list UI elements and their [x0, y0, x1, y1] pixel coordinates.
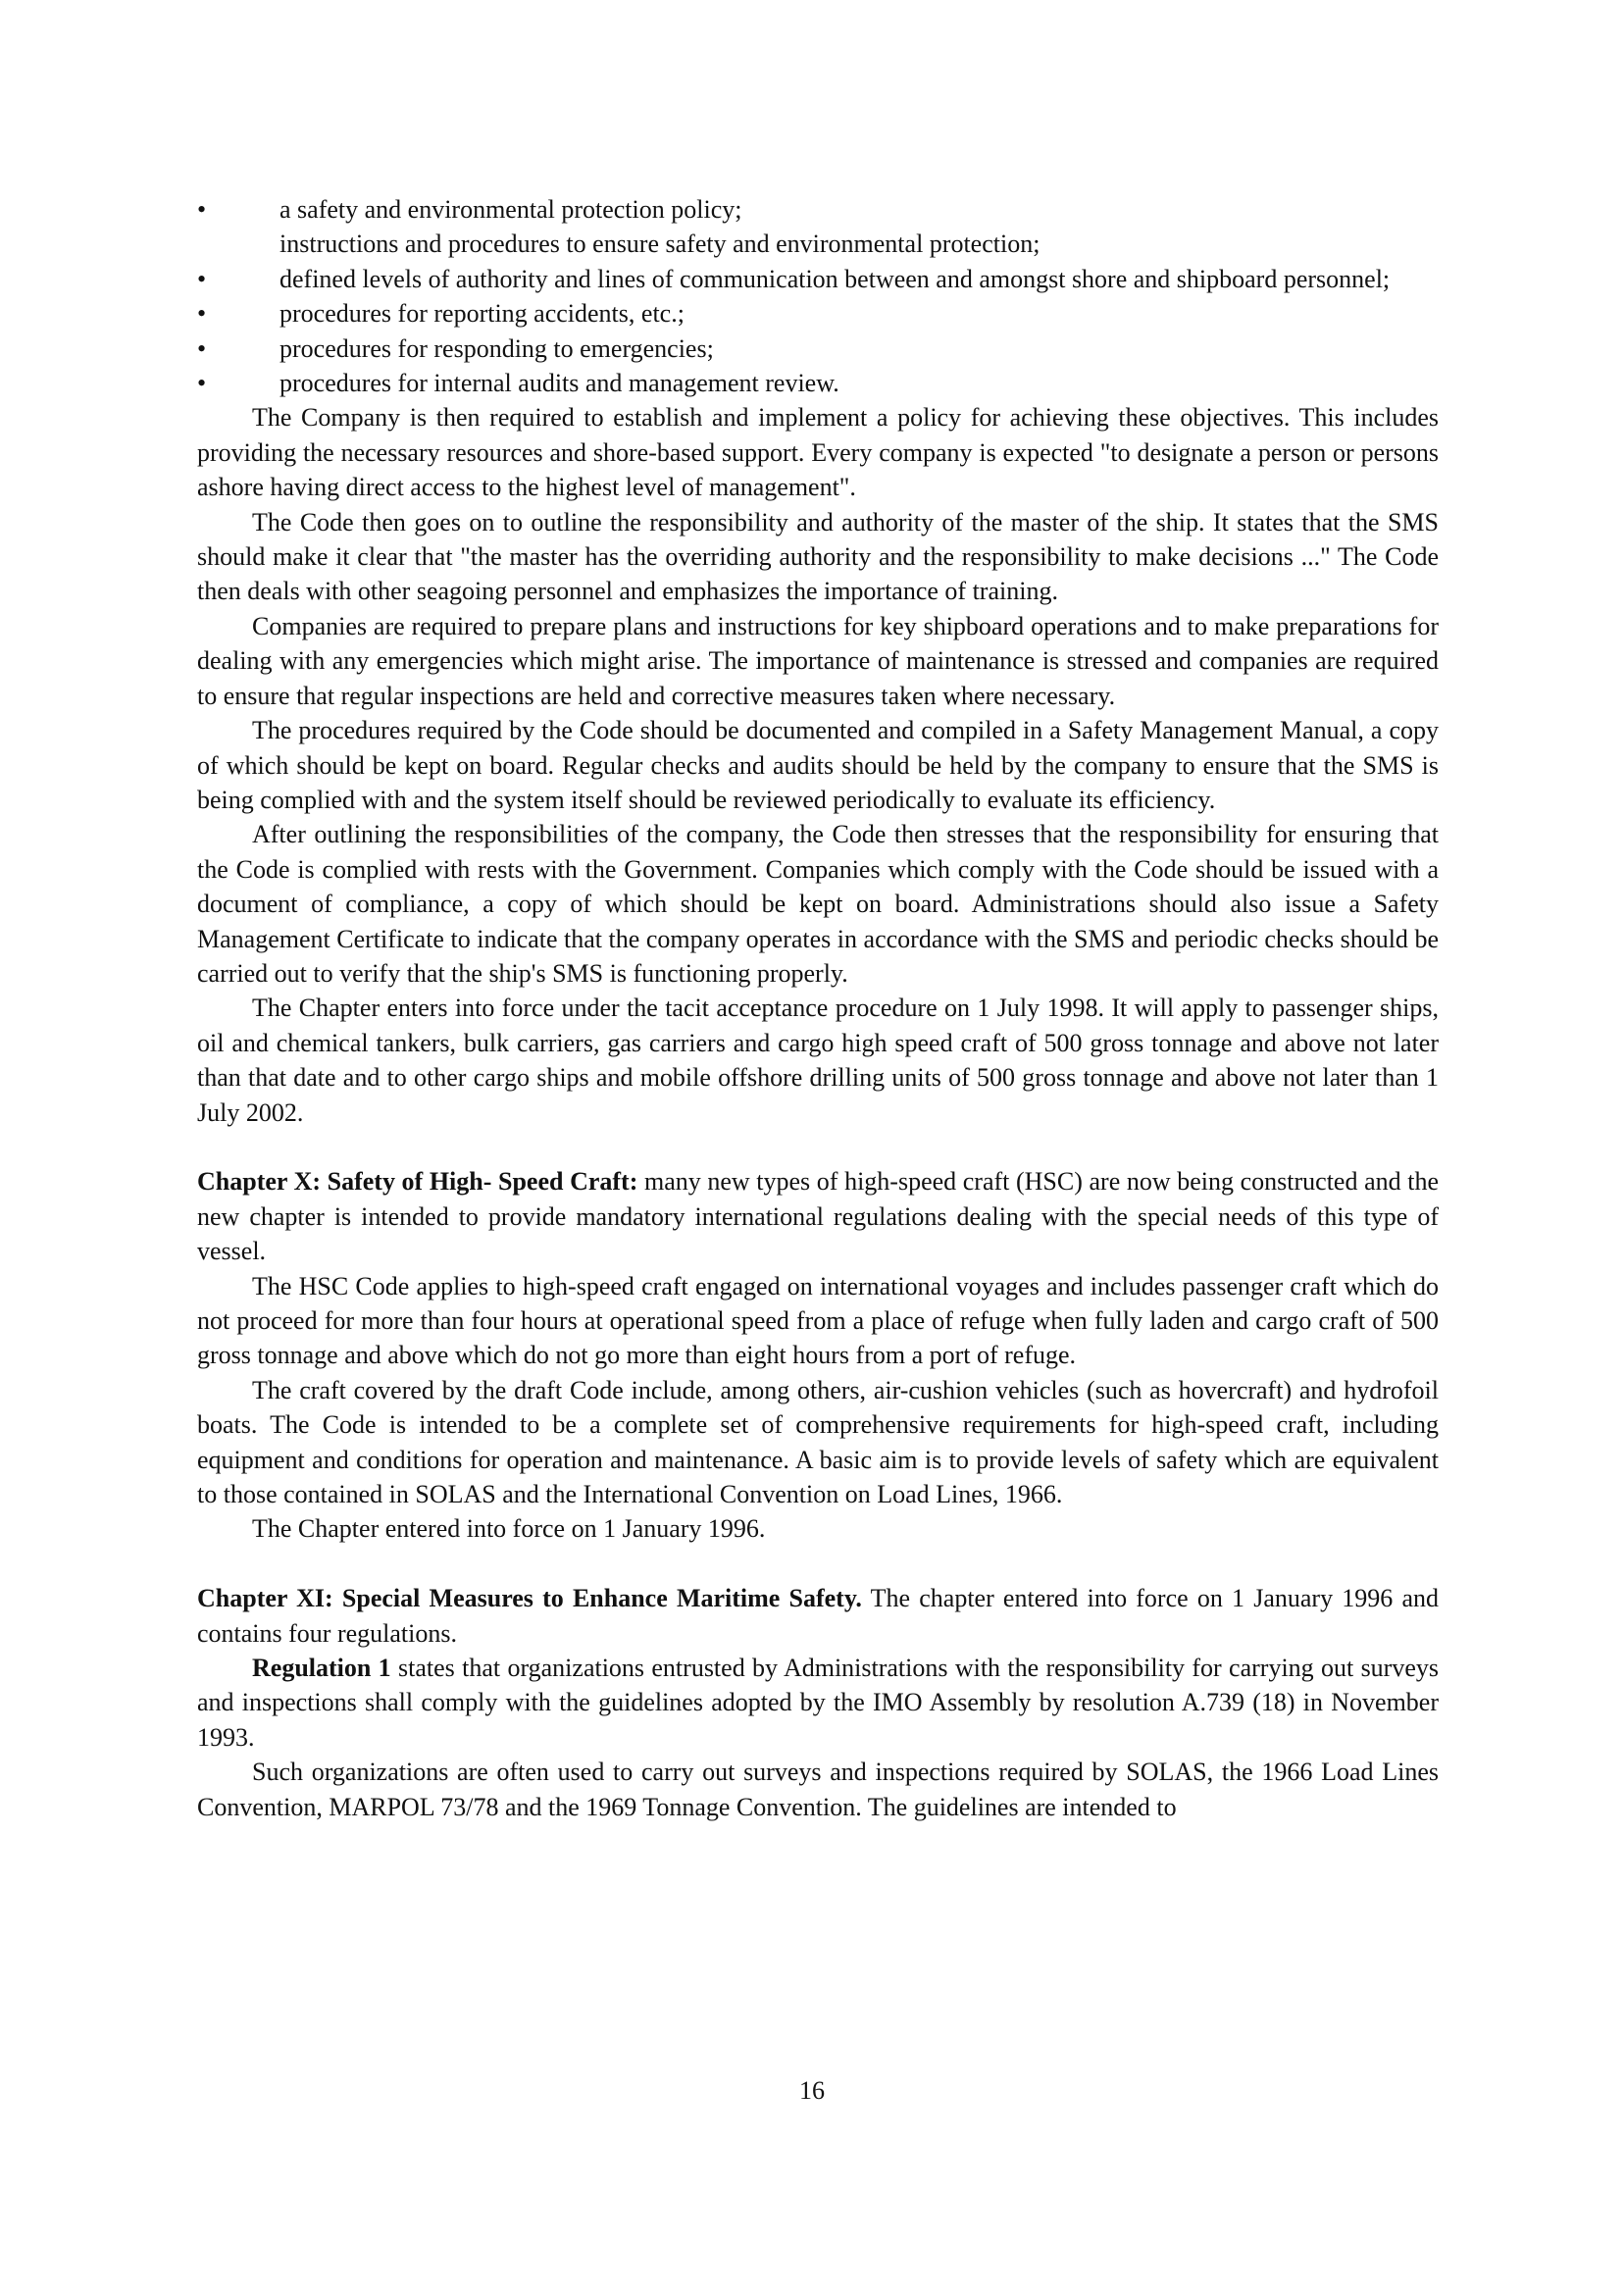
bullet-icon: •	[197, 333, 207, 363]
paragraph: The Code then goes on to outline the responsibility and authority of the master of the ship. It states that the SMS should make it clear that "the master has the overriding authority and the responsibility to make decisions ..." The Code then deals with other seagoing personnel and emphasizes the importance of training.	[197, 507, 1439, 606]
paragraph: Such organizations are often used to carry out surveys and inspections required by SOLAS, the 1966 Load Lines Convention, MARPOL 73/78 and the 1969 Tonnage Convention. The guidelines are intended to	[197, 1758, 1439, 1821]
section-gap	[197, 1130, 1439, 1164]
bullet-item	[197, 262, 1439, 296]
paragraph: Companies are required to prepare plans and instructions for key shipboard operations and to make preparations for dealing with any emergencies which might arise. The importance of maintenance is stressed and companies are required to ensure that regular inspections are held and corrective measures taken where necessary.	[197, 611, 1439, 710]
regulation-1-paragraph	[197, 1651, 1439, 1755]
chapter-xi-heading: Chapter XI: Special Measures to Enhance Maritime Safety.	[197, 1584, 862, 1613]
chapter-x-intro-paragraph	[197, 1164, 1439, 1268]
bullet-item	[197, 296, 1439, 331]
bullet-icon: •	[197, 369, 207, 398]
bullet-text: procedures for reporting accidents, etc.;	[279, 299, 685, 329]
bullet-icon: •	[197, 264, 207, 293]
chapter-xi-intro-paragraph	[197, 1581, 1439, 1651]
bullet-item	[197, 227, 1439, 261]
regulation-1-text: states that organizations entrusted by Administrations with the responsibility for carrying out surveys and inspections shall comply with the guidelines adopted by the IMO Assembly by resolution A.739 (18) in November 1993.	[197, 1654, 1440, 1752]
bullet-item	[197, 331, 1439, 366]
paragraph: The craft covered by the draft Code include, among others, air-cushion vehicles (such as hovercraft) and hydrofoil boats. The Code is intended to be a complete set of comprehensive requirements for high-speed craft, including equipment and conditions for operation and maintenance. A basic aim is to provide levels of safety which are equivalent to those contained in SOLAS and the International Convention on Load Lines, 1966.	[197, 1375, 1439, 1509]
bullet-text: instructions and procedures to ensure safety and environmental protection;	[279, 229, 1040, 259]
chapter-x-heading: Chapter X: Safety of High- Speed Craft:	[197, 1167, 638, 1197]
paragraph: The Company is then required to establish and implement a policy for achieving these objectives. This includes providing the necessary resources and shore-based support. Every company is expected "to designate a person or persons ashore having direct access to the highest level of management".	[197, 403, 1439, 502]
paragraph: The HSC Code applies to high-speed craft engaged on international voyages and includes passenger craft which do not proceed for more than four hours at operational speed from a place of refuge when fully laden and cargo craft of 500 gross tonnage and above which do not go more than eight hours from a port of refuge.	[197, 1271, 1439, 1370]
paragraph: After outlining the responsibilities of the company, the Code then stresses that the responsibility for ensuring that the Code is complied with rests with the Government. Companies which comply with the Code should be issued with a document of compliance, a copy of which should be kept on board. Administrations should also issue a Safety Management Certificate to indicate that the company operates in accordance with the SMS and periodic checks should be carried out to verify that the ship's SMS is functioning properly.	[197, 820, 1439, 988]
section-gap	[197, 1547, 1439, 1581]
paragraph: The procedures required by the Code should be documented and compiled in a Safety Management Manual, a copy of which should be kept on board. Regular checks and audits should be held by the company to ensure that the SMS is being complied with and the system itself should be reviewed periodically to evaluate its efficiency.	[197, 716, 1439, 814]
paragraph: The Chapter enters into force under the tacit acceptance procedure on 1 July 1998. It will apply to passenger ships, oil and chemical tankers, bulk carriers, gas carriers and cargo high speed craft of 500 gross tonnage and above not later than that date and to other cargo ships and mobile offshore drilling units of 500 gross tonnage and above not later than 1 July 2002.	[197, 994, 1439, 1127]
bullet-icon: •	[197, 195, 207, 224]
chapter-x-intro: many new types of high-speed craft (HSC) are now being constructed and the new chapter is intended to provide mandatory international regulations dealing with the special needs of this type of vessel.	[197, 1167, 1439, 1266]
regulation-1-label: Regulation 1	[252, 1654, 391, 1683]
bullet-text: procedures for responding to emergencies;	[279, 333, 714, 363]
bullet-icon: •	[197, 299, 207, 329]
bullet-text: defined levels of authority and lines of communication between and amongst shore and shipboard personnel;	[279, 264, 1391, 293]
bullet-text: procedures for internal audits and management review.	[279, 369, 839, 398]
page-content	[197, 192, 1439, 1824]
bullet-text: a safety and environmental protection policy;	[279, 195, 742, 224]
bullet-item	[197, 366, 1439, 400]
page-number: 16	[799, 2076, 825, 2105]
paragraph: The Chapter entered into force on 1 January 1996.	[252, 1514, 766, 1544]
bullet-item	[197, 192, 1439, 227]
chapter-xi-intro: The chapter entered into force on 1 January 1996 and contains four regulations.	[197, 1584, 1439, 1648]
bullet-list	[197, 192, 1439, 400]
